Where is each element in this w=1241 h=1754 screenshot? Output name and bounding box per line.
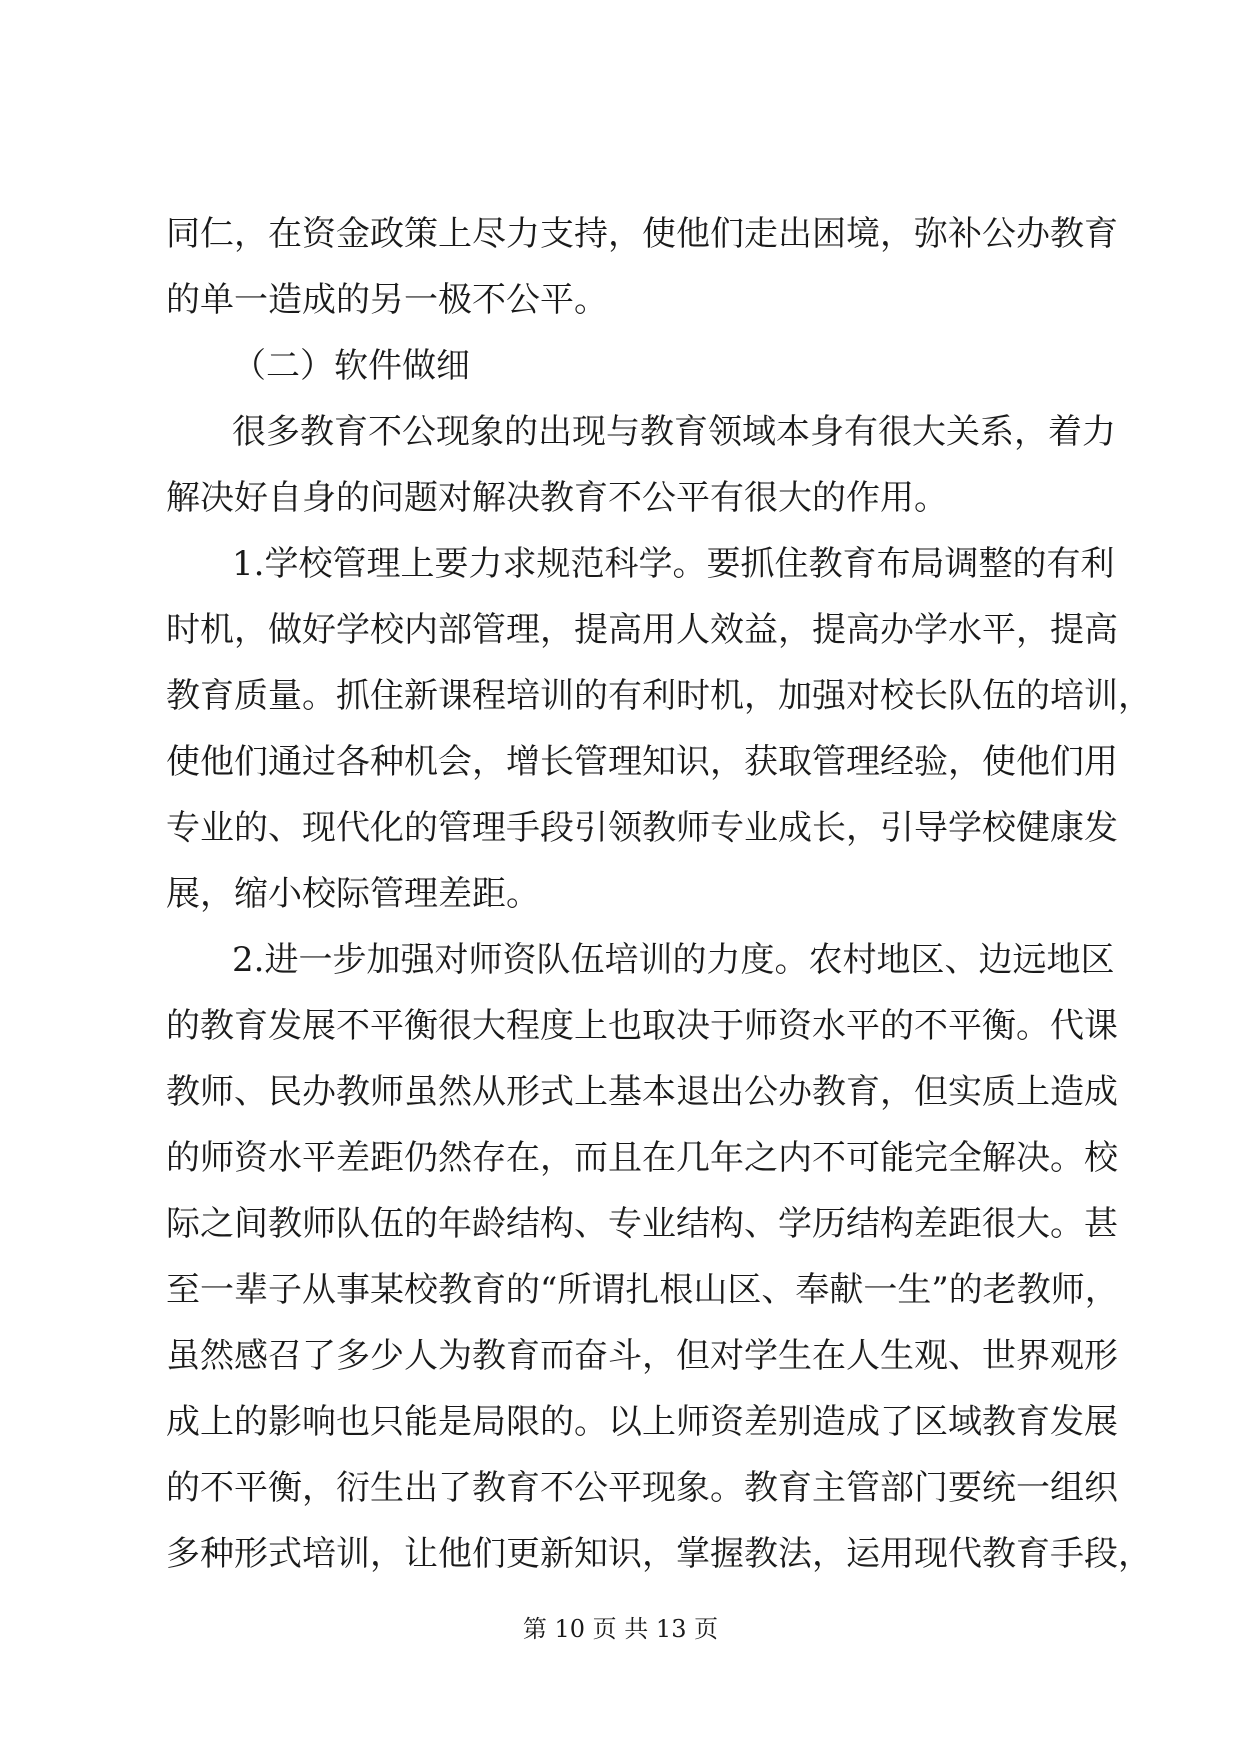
paragraph-line: 2.进一步加强对师资队伍培训的力度。农村地区、边远地区 bbox=[232, 940, 1115, 980]
paragraph-line: 至一辈子从事某校教育的“所谓扎根山区、奉献一生”的老教师， bbox=[166, 1270, 1119, 1310]
paragraph-line: 同仁，在资金政策上尽力支持，使他们走出困境，弥补公办教育 bbox=[166, 214, 1118, 254]
paragraph-line: 展，缩小校际管理差距。 bbox=[166, 874, 540, 914]
paragraph-line: 际之间教师队伍的年龄结构、专业结构、学历结构差距很大。甚 bbox=[166, 1204, 1118, 1244]
paragraph-line: 教育质量。抓住新课程培训的有利时机，加强对校长队伍的培训， bbox=[166, 676, 1152, 716]
paragraph-line: 的师资水平差距仍然存在，而且在几年之内不可能完全解决。校 bbox=[166, 1138, 1118, 1178]
paragraph-line: 很多教育不公现象的出现与教育领域本身有很大关系，着力 bbox=[232, 412, 1116, 452]
paragraph-line: 解决好自身的问题对解决教育不公平有很大的作用。 bbox=[166, 478, 948, 518]
paragraph-line: 虽然感召了多少人为教育而奋斗，但对学生在人生观、世界观形 bbox=[166, 1336, 1118, 1376]
paragraph-line: 的单一造成的另一极不公平。 bbox=[166, 280, 608, 320]
paragraph-line: 教师、民办教师虽然从形式上基本退出公办教育，但实质上造成 bbox=[166, 1072, 1118, 1112]
section-heading: （二）软件做细 bbox=[232, 346, 470, 386]
paragraph-line: 专业的、现代化的管理手段引领教师专业成长，引导学校健康发 bbox=[166, 808, 1118, 848]
paragraph-line: 成上的影响也只能是局限的。以上师资差别造成了区域教育发展 bbox=[166, 1402, 1118, 1442]
paragraph-line: 的教育发展不平衡很大程度上也取决于师资水平的不平衡。代课 bbox=[166, 1006, 1118, 1046]
paragraph-line: 的不平衡，衍生出了教育不公平现象。教育主管部门要统一组织 bbox=[166, 1468, 1118, 1508]
page-number-footer: 第 10 页 共 13 页 bbox=[522, 1615, 719, 1643]
paragraph-line: 多种形式培训，让他们更新知识，掌握教法，运用现代教育手段， bbox=[166, 1534, 1152, 1574]
paragraph-line: 时机，做好学校内部管理，提高用人效益，提高办学水平，提高 bbox=[166, 610, 1118, 650]
paragraph-line: 1.学校管理上要力求规范科学。要抓住教育布局调整的有利 bbox=[232, 544, 1115, 584]
paragraph-line: 使他们通过各种机会，增长管理知识，获取管理经验，使他们用 bbox=[166, 742, 1118, 782]
